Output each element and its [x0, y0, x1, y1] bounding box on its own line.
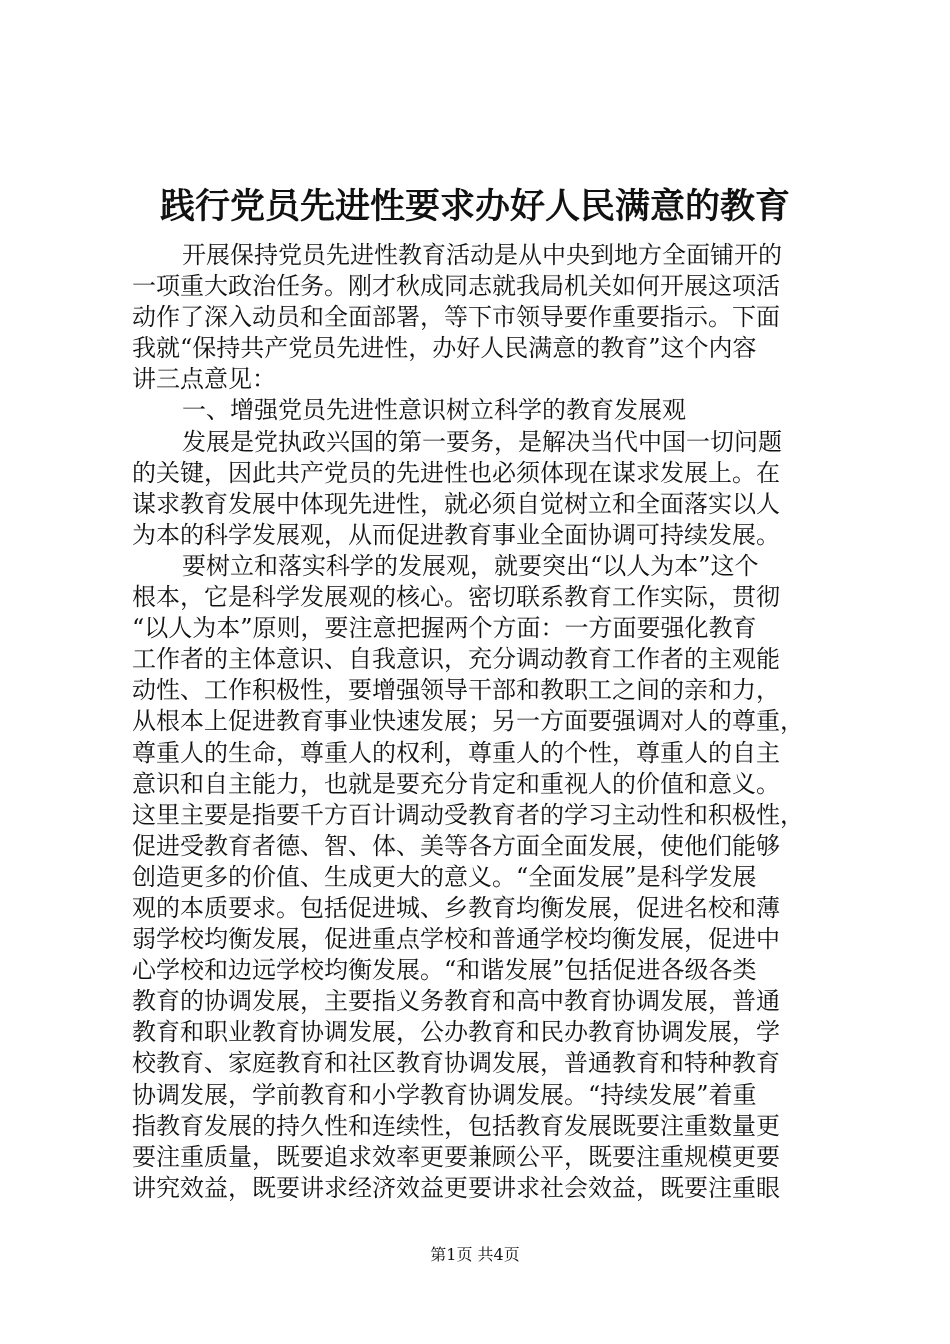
text-line: 一项重大政治任务。刚才秋成同志就我局机关如何开展这项活 [132, 272, 780, 301]
text-line: 我就“保持共产党员先进性，办好人民满意的教育”这个内容 [132, 334, 757, 363]
text-line: 从根本上促进教育事业快速发展；另一方面要强调对人的尊重， [132, 707, 804, 736]
text-line: 这里主要是指要千方百计调动受教育者的学习主动性和积极性， [132, 800, 804, 829]
text-line: 开展保持党员先进性教育活动是从中央到地方全面铺开的 [182, 241, 782, 269]
text-line: 心学校和边远学校均衡发展。“和谐发展”包括促进各级各类 [132, 956, 757, 985]
text-line: 根本，它是科学发展观的核心。密切联系教育工作实际，贯彻 [132, 583, 780, 612]
text-line: 的关键，因此共产党员的先进性也必须体现在谋求发展上。在 [132, 458, 780, 487]
text-line: 尊重人的生命，尊重人的权利，尊重人的个性，尊重人的自主 [132, 738, 780, 767]
text-line: 工作者的主体意识、自我意识，充分调动教育工作者的主观能 [132, 645, 780, 674]
text-line: 意识和自主能力，也就是要充分肯定和重视人的价值和意义。 [132, 769, 780, 798]
page-footer: 第1页 共4页 [430, 1245, 520, 1264]
text-line: 动性、工作积极性，要增强领导干部和教职工之间的亲和力， [132, 676, 780, 705]
text-line: 讲究效益，既要讲求经济效益更要讲求社会效益，既要注重眼 [132, 1173, 780, 1202]
text-line: 教育的协调发展，主要指义务教育和高中教育协调发展，普通 [132, 987, 780, 1016]
text-line: 协调发展，学前教育和小学教育协调发展。“持续发展”着重 [132, 1080, 757, 1109]
text-line: 促进受教育者德、智、体、美等各方面全面发展，使他们能够 [132, 831, 780, 860]
text-line: 谋求教育发展中体现先进性，就必须自觉树立和全面落实以人 [132, 489, 780, 518]
text-line: “以人为本”原则，要注意把握两个方面：一方面要强化教育 [132, 614, 757, 643]
text-line: 发展是党执政兴国的第一要务，是解决当代中国一切问题 [182, 427, 782, 456]
text-line: 观的本质要求。包括促进城、乡教育均衡发展，促进名校和薄 [132, 893, 780, 922]
text-line: 为本的科学发展观，从而促进教育事业全面协调可持续发展。 [132, 520, 780, 549]
text-line: 一、增强党员先进性意识树立科学的教育发展观 [182, 396, 686, 425]
document-title: 践行党员先进性要求办好人民满意的教育 [159, 186, 790, 227]
text-line: 教育和职业教育协调发展，公办教育和民办教育协调发展，学 [132, 1018, 780, 1047]
text-line: 要树立和落实科学的发展观，就要突出“以人为本”这个 [182, 551, 759, 580]
text-line: 动作了深入动员和全面部署，等下市领导要作重要指示。下面 [132, 303, 780, 332]
text-line: 指教育发展的持久性和连续性，包括教育发展既要注重数量更 [132, 1111, 780, 1140]
text-line: 校教育、家庭教育和社区教育协调发展，普通教育和特种教育 [132, 1049, 780, 1078]
text-line: 创造更多的价值、生成更大的意义。“全面发展”是科学发展 [132, 862, 757, 891]
text-line: 弱学校均衡发展，促进重点学校和普通学校均衡发展，促进中 [132, 925, 780, 954]
document-body [132, 240, 832, 1204]
text-line: 讲三点意见： [132, 365, 276, 394]
text-line: 要注重质量，既要追求效率更要兼顾公平，既要注重规模更要 [132, 1142, 780, 1171]
